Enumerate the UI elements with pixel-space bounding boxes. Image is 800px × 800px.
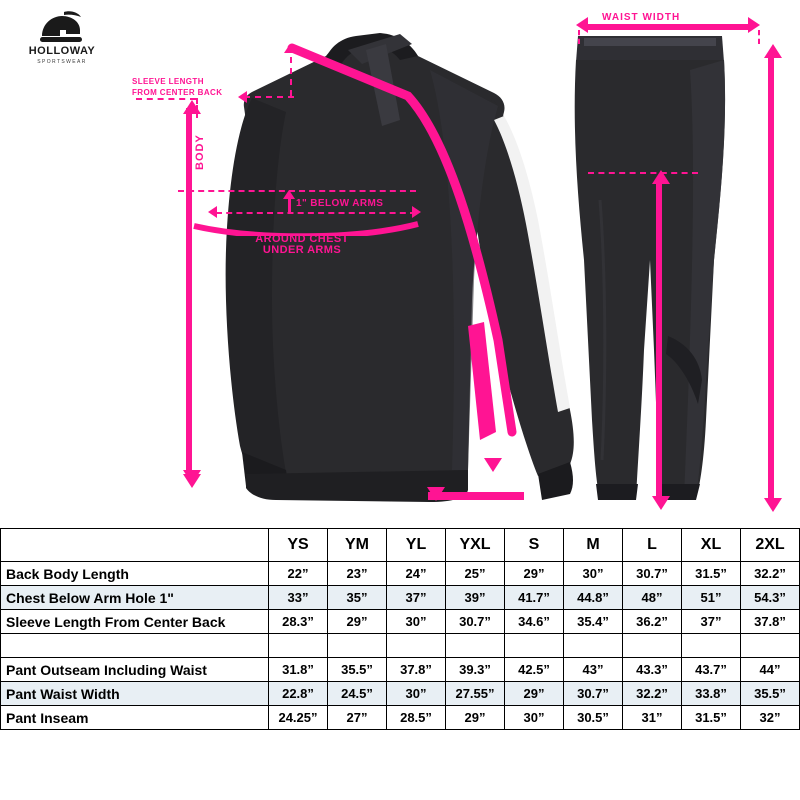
spacer-cell <box>741 634 800 658</box>
spacer-cell <box>446 634 505 658</box>
inseam-line <box>656 180 662 500</box>
spacer-cell <box>623 634 682 658</box>
cell: 30.7” <box>446 610 505 634</box>
hem-bottom-bar <box>428 492 524 500</box>
cell: 29” <box>328 610 387 634</box>
cell: 35.5” <box>328 658 387 682</box>
cell: 35.4” <box>564 610 623 634</box>
cell: 32.2” <box>623 682 682 706</box>
annotation-sleeve-length-label: SLEEVE LENGTH FROM CENTER BACK <box>132 77 223 97</box>
spacer-cell <box>328 634 387 658</box>
hem-arrow-right <box>484 458 502 472</box>
table-row <box>1 586 800 610</box>
brand-name: HOLLOWAY <box>28 45 96 57</box>
cell: 43.3” <box>623 658 682 682</box>
brand-tagline: SPORTSWEAR <box>37 59 87 65</box>
spacer-cell <box>505 634 564 658</box>
sleeve-cuff-marks <box>462 322 502 452</box>
cell: 37” <box>682 610 741 634</box>
column-header-yl: YL <box>387 529 446 562</box>
cell: 22” <box>269 562 328 586</box>
cell: 30” <box>505 706 564 730</box>
cell: 25” <box>446 562 505 586</box>
below-arms-guide <box>178 190 416 192</box>
table-spacer-row <box>1 634 800 658</box>
table-row <box>1 610 800 634</box>
cell: 37” <box>387 586 446 610</box>
cell: 43” <box>564 658 623 682</box>
cell: 31.8” <box>269 658 328 682</box>
row-label: Pant Outseam Including Waist <box>1 658 269 682</box>
row-label: Pant Waist Width <box>1 682 269 706</box>
cell: 30” <box>387 682 446 706</box>
outseam-line <box>768 54 774 502</box>
table-row <box>1 706 800 730</box>
waist-tick-left <box>578 30 580 44</box>
cell: 48” <box>623 586 682 610</box>
table-header-row <box>1 529 800 562</box>
annotation-waist-width-label: WAIST WIDTH <box>602 12 681 23</box>
annotation-body-label: BODY <box>194 134 206 170</box>
table-row <box>1 682 800 706</box>
annotation-below-arms-label: 1" BELOW ARMS <box>296 198 384 209</box>
column-header-s: S <box>505 529 564 562</box>
inseam-arrow-top <box>652 170 670 184</box>
cell: 39.3” <box>446 658 505 682</box>
column-header-ys: YS <box>269 529 328 562</box>
cell: 35” <box>328 586 387 610</box>
row-label: Sleeve Length From Center Back <box>1 610 269 634</box>
column-header-l: L <box>623 529 682 562</box>
below-arms-arrow <box>283 190 295 199</box>
cell: 29” <box>505 682 564 706</box>
column-header-ym: YM <box>328 529 387 562</box>
outseam-arrow-bottom <box>764 498 782 512</box>
cell: 54.3” <box>741 586 800 610</box>
cell: 37.8” <box>741 610 800 634</box>
cell: 31.5” <box>682 706 741 730</box>
spacer-cell <box>564 634 623 658</box>
column-header-0 <box>1 529 269 562</box>
center-back-arrow-head <box>238 91 247 103</box>
waist-width-line <box>584 24 750 30</box>
helmet-logo-icon <box>36 10 86 44</box>
waist-tick-right <box>758 30 760 44</box>
cell: 31.5” <box>682 562 741 586</box>
cell: 24.25” <box>269 706 328 730</box>
cell: 24” <box>387 562 446 586</box>
cell: 35.5” <box>741 682 800 706</box>
column-header-2xl: 2XL <box>741 529 800 562</box>
cell: 32” <box>741 706 800 730</box>
row-label: Back Body Length <box>1 562 269 586</box>
inseam-guide <box>588 172 698 174</box>
cell: 44.8” <box>564 586 623 610</box>
body-length-arrow-top <box>183 100 201 114</box>
cell: 31” <box>623 706 682 730</box>
cell: 43.7” <box>682 658 741 682</box>
cell: 27” <box>328 706 387 730</box>
column-header-yxl: YXL <box>446 529 505 562</box>
row-label: Pant Inseam <box>1 706 269 730</box>
cell: 30” <box>564 562 623 586</box>
column-header-m: M <box>564 529 623 562</box>
cell: 33” <box>269 586 328 610</box>
column-header-xl: XL <box>682 529 741 562</box>
size-chart-table <box>0 528 800 730</box>
cell: 30” <box>387 610 446 634</box>
cell: 23” <box>328 562 387 586</box>
cell: 41.7” <box>505 586 564 610</box>
cell: 51” <box>682 586 741 610</box>
cell: 39” <box>446 586 505 610</box>
hem-arrow-left <box>183 470 201 484</box>
cell: 42.5” <box>505 658 564 682</box>
cell: 44” <box>741 658 800 682</box>
row-label: Chest Below Arm Hole 1" <box>1 586 269 610</box>
brand-logo <box>14 10 110 74</box>
cell: 24.5” <box>328 682 387 706</box>
cell: 29” <box>505 562 564 586</box>
cell: 36.2” <box>623 610 682 634</box>
spacer-cell <box>269 634 328 658</box>
cell: 28.3” <box>269 610 328 634</box>
cell: 28.5” <box>387 706 446 730</box>
cell: 27.55” <box>446 682 505 706</box>
chest-curve <box>186 206 426 236</box>
table-row <box>1 658 800 682</box>
cell: 37.8” <box>387 658 446 682</box>
cell: 32.2” <box>741 562 800 586</box>
outseam-arrow-top <box>764 44 782 58</box>
table-row <box>1 562 800 586</box>
cell: 30.7” <box>623 562 682 586</box>
cell: 30.7” <box>564 682 623 706</box>
cell: 34.6” <box>505 610 564 634</box>
cell: 22.8” <box>269 682 328 706</box>
cell: 33.8” <box>682 682 741 706</box>
spacer-cell <box>682 634 741 658</box>
cell: 30.5” <box>564 706 623 730</box>
annotation-around-chest-label: AROUND CHEST UNDER ARMS <box>255 233 349 256</box>
spacer-cell <box>1 634 269 658</box>
cell: 29” <box>446 706 505 730</box>
inseam-arrow-bottom <box>652 496 670 510</box>
body-length-line <box>186 108 192 478</box>
spacer-cell <box>387 634 446 658</box>
